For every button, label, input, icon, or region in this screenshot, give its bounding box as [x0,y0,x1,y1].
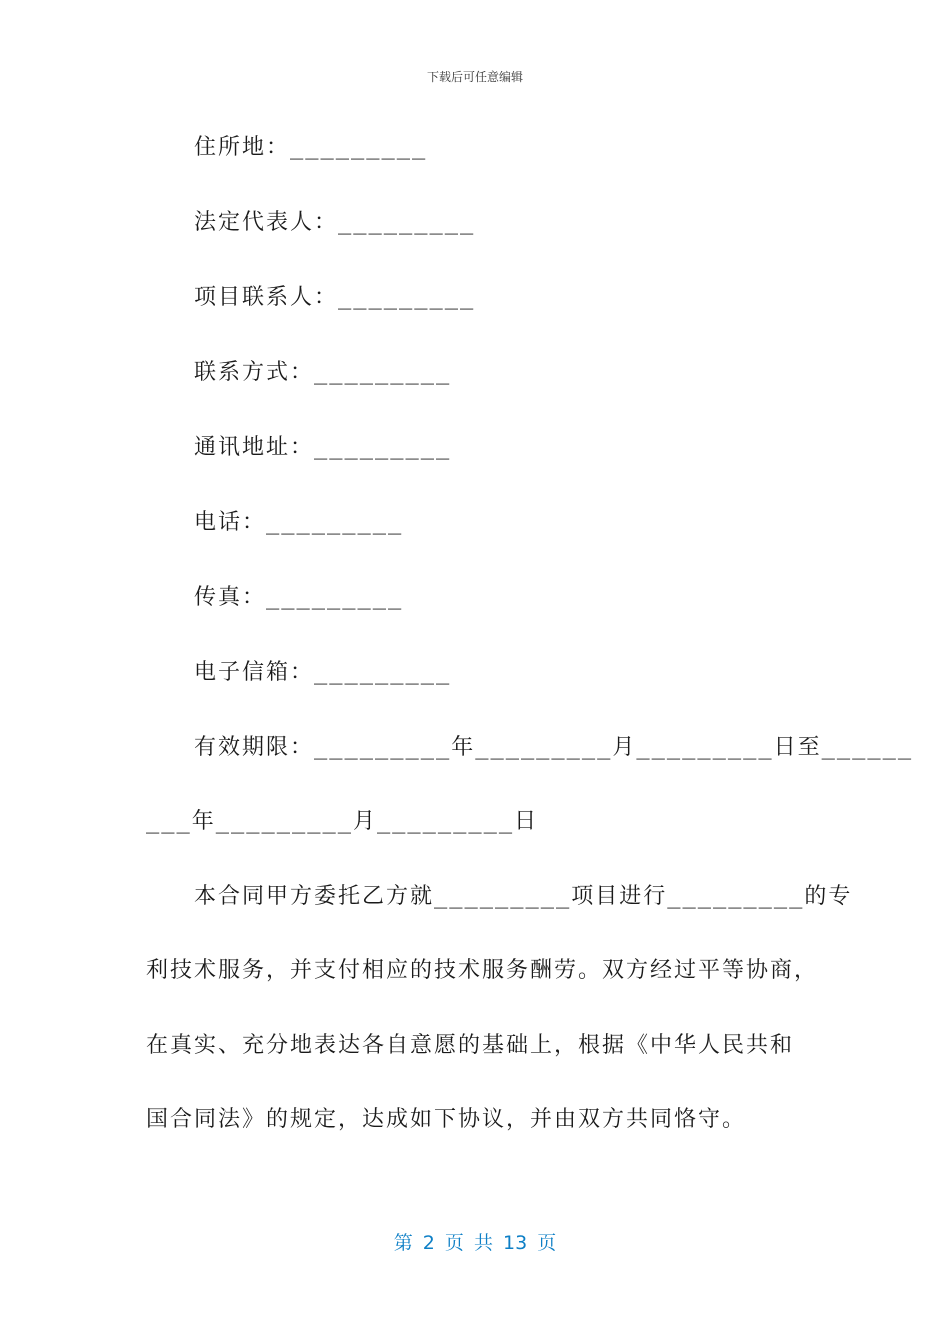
page-number-footer: 第 2 页 共 13 页 [393,1232,557,1254]
page-header-note: 下载后可任意编辑 [426,70,523,84]
validity-line-2: ___年_________月_________日 [146,809,539,834]
body-line-1: 本合同甲方委托乙方就_________项目进行_________的专 [194,884,853,909]
body-line-2: 利技术服务，并支付相应的技术服务酬劳。双方经过平等协商， [146,958,819,983]
field-mailing-address: 通讯地址：_________ [194,435,452,460]
field-contact-method: 联系方式：_________ [194,360,452,385]
field-address: 住所地：_________ [194,135,428,160]
field-project-contact: 项目联系人：_________ [194,285,476,310]
validity-line-1: 有效期限：_________年_________月_________日至______ [194,735,914,760]
field-phone: 电话：_________ [194,510,404,535]
body-line-3: 在真实、充分地表达各自意愿的基础上，根据《中华人民共和 [146,1033,795,1058]
field-fax: 传真：_________ [194,585,404,610]
field-legal-representative: 法定代表人：_________ [194,210,476,235]
field-email: 电子信箱：_________ [194,660,452,685]
body-line-4: 国合同法》的规定，达成如下协议，并由双方共同恪守。 [146,1107,747,1132]
